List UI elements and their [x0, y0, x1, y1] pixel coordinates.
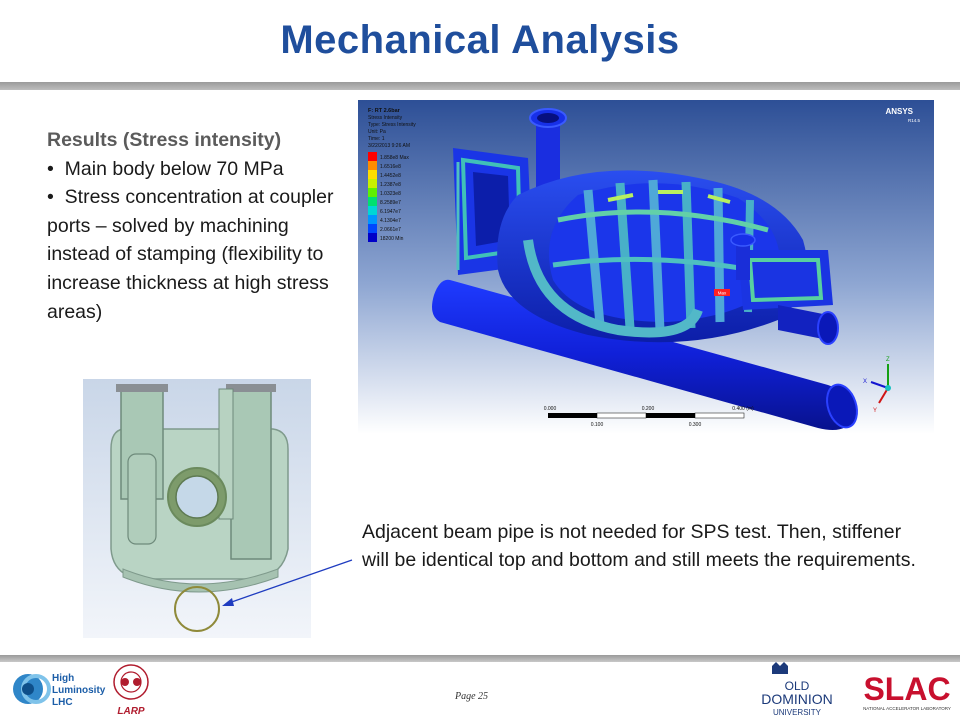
logo-text: Luminosity: [52, 685, 106, 696]
cad-front-view-image: [83, 379, 311, 638]
scale-label: 0.400 (m): [732, 406, 754, 412]
legend-swatch: [368, 224, 377, 233]
scale-label: 0.200: [641, 406, 655, 412]
legend-label: 1.6516e8: [380, 164, 401, 170]
results-text-block: [47, 126, 347, 326]
info-line: F: RT 2.6bar: [368, 108, 400, 114]
bullet-item: • Stress concentration at coupler ports – solved by machining instead of stamping (flexibility to increase thickness at high stress areas): [47, 186, 334, 323]
info-line: Type: Stress Intensity: [368, 122, 416, 128]
title-divider: [0, 82, 960, 90]
info-line: Stress Intensity: [368, 115, 403, 121]
axis-label: X: [863, 379, 868, 385]
scale-label: 0.100: [590, 422, 604, 428]
legend-label: 1.0323e8: [380, 191, 401, 197]
bullet-text: Main body below 70 MPa: [64, 157, 284, 180]
legend-label: 6.1947e7: [380, 209, 401, 215]
legend-swatch: [368, 152, 377, 161]
legend-label: 4.1304e7: [380, 218, 401, 224]
ansys-version: R14.5: [907, 118, 920, 123]
legend-swatch: [368, 206, 377, 215]
legend-swatch: [368, 170, 377, 179]
logo-text: LHC: [52, 697, 73, 708]
info-line: Time: 1: [368, 136, 385, 142]
axis-label: Y: [873, 408, 878, 414]
legend-label: 18200 Min: [380, 236, 404, 242]
axis-label: Z: [886, 357, 890, 363]
logo-text: OLD: [784, 679, 810, 693]
logo-text: NATIONAL ACCELERATOR LABORATORY: [863, 706, 951, 711]
legend-swatch: [368, 233, 377, 242]
logo-text: UNIVERSITY: [772, 708, 822, 717]
slide-title: Mechanical Analysis: [280, 18, 680, 62]
legend-swatch: [368, 188, 377, 197]
info-line: 3/22/2013 9:26 AM: [368, 143, 410, 149]
legend-swatch: [368, 215, 377, 224]
slac-logo: [858, 668, 956, 714]
max-marker: Max: [717, 290, 727, 296]
logo-text: LARP: [117, 706, 145, 717]
page-number: Page 25: [455, 691, 489, 702]
logo-text: DOMINION: [761, 691, 833, 707]
legend-swatch: [368, 179, 377, 188]
bullet-text: Stress concentration at coupler ports – solved by machining instead of stamping (flexibility to increase thickness at high stress areas): [47, 186, 334, 323]
larp-logo: [108, 660, 154, 718]
legend-label: 2.0661e7: [380, 227, 401, 233]
scale-label: 0.300: [688, 422, 702, 428]
note-text: Adjacent beam pipe is not needed for SPS test. Then, stiffener will be identical top and bottom and still meets the requirements.: [362, 521, 916, 571]
odu-logo: [752, 662, 842, 718]
legend-label: 1.4452e8: [380, 173, 401, 179]
hl-lhc-logo: [10, 664, 106, 714]
legend-swatch: [368, 197, 377, 206]
legend-swatch: [368, 161, 377, 170]
scale-label: 0.000: [543, 406, 557, 412]
legend-label: 1.2387e8: [380, 182, 401, 188]
ansys-logo: ANSYS: [885, 107, 913, 116]
legend-label: 1.858e8 Max: [380, 155, 409, 161]
results-heading: Results (Stress intensity): [47, 129, 282, 151]
info-line: Unit: Pa: [368, 129, 386, 135]
logo-text: SLAC: [863, 671, 951, 707]
legend-label: 8.2589e7: [380, 200, 401, 206]
bullet-item: • Main body below 70 MPa: [47, 157, 284, 180]
logo-text: High: [52, 673, 75, 684]
stress-simulation-image: [358, 100, 934, 434]
